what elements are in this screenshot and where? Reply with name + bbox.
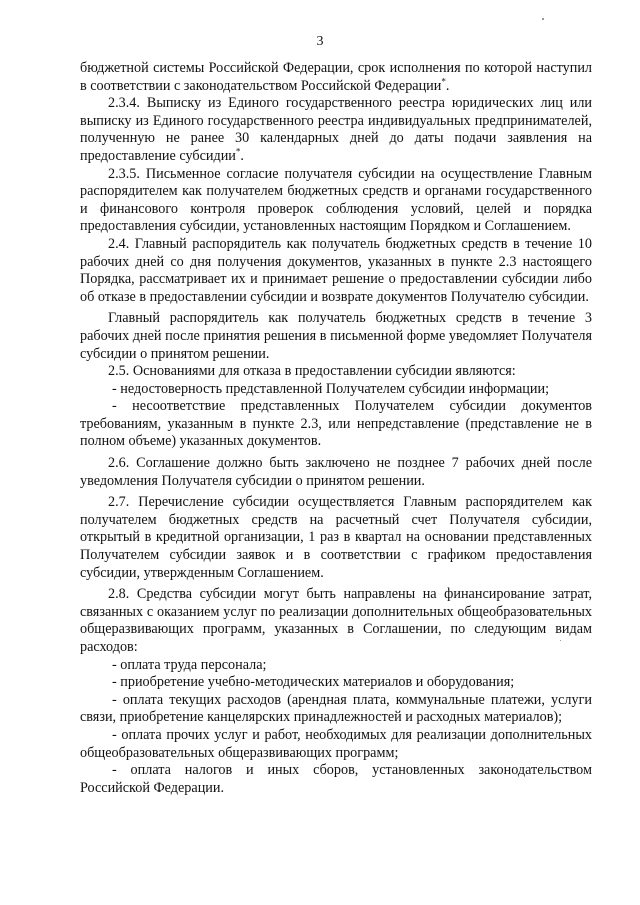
paragraph-2-7: 2.7. Перечисление субсидии осуществляется Главным распорядителем как получателем бюджетных средств на расчетный счет Получателя субсидии, открытый в кредитной организации, 1 раз в квартал на основании представленных Получателем субсидии заявок и в соответствии с графиком предоставления субсидии, утвержденным Соглашением. [80, 494, 592, 581]
expense-item: - оплата налогов и иных сборов, установленных законодательством Российской Федерации. [80, 762, 592, 796]
paragraph-2-5: 2.5. Основаниями для отказа в предоставлении субсидии являются: [108, 363, 516, 380]
paragraph-tail: . [240, 147, 244, 164]
refusal-reason-item: - недостоверность представленной Получателем субсидии информации; [112, 380, 550, 397]
paragraph-2-3-4 [80, 95, 592, 165]
scan-speck [560, 640, 561, 641]
paragraph-text: бюджетной системы Российской Федерации, срок исполнения по которой наступил в соответствии с законодательством Российской Федерации [80, 60, 592, 94]
paragraph-text: 2.3.4. Выписку из Единого государственного реестра юридических лиц или выписку из Единого государственного реестра индивидуальных предпринимателей, полученную не ранее 30 календарных дней до даты подачи заявления на предоставление субсидии [80, 95, 592, 164]
paragraph-2-3-5: 2.3.5. Письменное согласие получателя субсидии на осуществление Главным распорядителем как получателем бюджетных средств и органами государственного и финансового контроля проверок соблюдения условий, целей и порядка предоставления субсидии, установленных настоящим Порядком и Соглашением. [80, 165, 592, 235]
paragraph-2-4: 2.4. Главный распорядитель как получатель бюджетных средств в течение 10 рабочих дней со дня получения документов, указанных в пункте 2.3 настоящего Порядка, рассматривает их и принимает решение о предоставлении субсидии либо об отказе в предоставлении субсидии и возврате документов Получателю субсидии. [80, 235, 592, 305]
footnote-mark: * [441, 75, 446, 86]
refusal-reason-item: - несоответствие представленных Получателем субсидии документов требованиям, указанным в пункте 2.3, или непредставление (представление не в полном объеме) указанных документов. [80, 398, 592, 450]
page-number: 3 [316, 34, 324, 49]
scan-speck [542, 18, 544, 20]
expense-item: - оплата труда персонала; [112, 656, 267, 673]
footnote-mark: * [235, 146, 241, 157]
paragraph-2-6: 2.6. Соглашение должно быть заключено не позднее 7 рабочих дней после уведомления Получателя субсидии о принятом решении. [80, 455, 592, 489]
paragraph-2-8: 2.8. Средства субсидии могут быть направлены на финансирование затрат, связанных с оказанием услуг по реализации дополнительных общеобразовательных общеразвивающих программ, указанных в Соглашении, по следующим видам расходов: [80, 586, 592, 655]
expense-item: - оплата прочих услуг и работ, необходимых для реализации дополнительных общеобразовательных общеразвивающих программ; [80, 726, 592, 761]
paragraph-continuation [80, 60, 592, 95]
expense-item: - приобретение учебно-методических материалов и оборудования; [112, 674, 515, 691]
expense-item: - оплата текущих расходов (арендная плата, коммунальные платежи, услуги связи, приобретение канцелярских принадлежностей и расходных материалов); [80, 691, 592, 726]
document-body [80, 60, 592, 797]
paragraph-tail: . [445, 77, 450, 94]
paragraph-2-4-notice: Главный распорядитель как получатель бюджетных средств в течение 3 рабочих дней после принятия решения в письменной форме уведомляет Получателя субсидии о принятом решении. [80, 310, 592, 362]
